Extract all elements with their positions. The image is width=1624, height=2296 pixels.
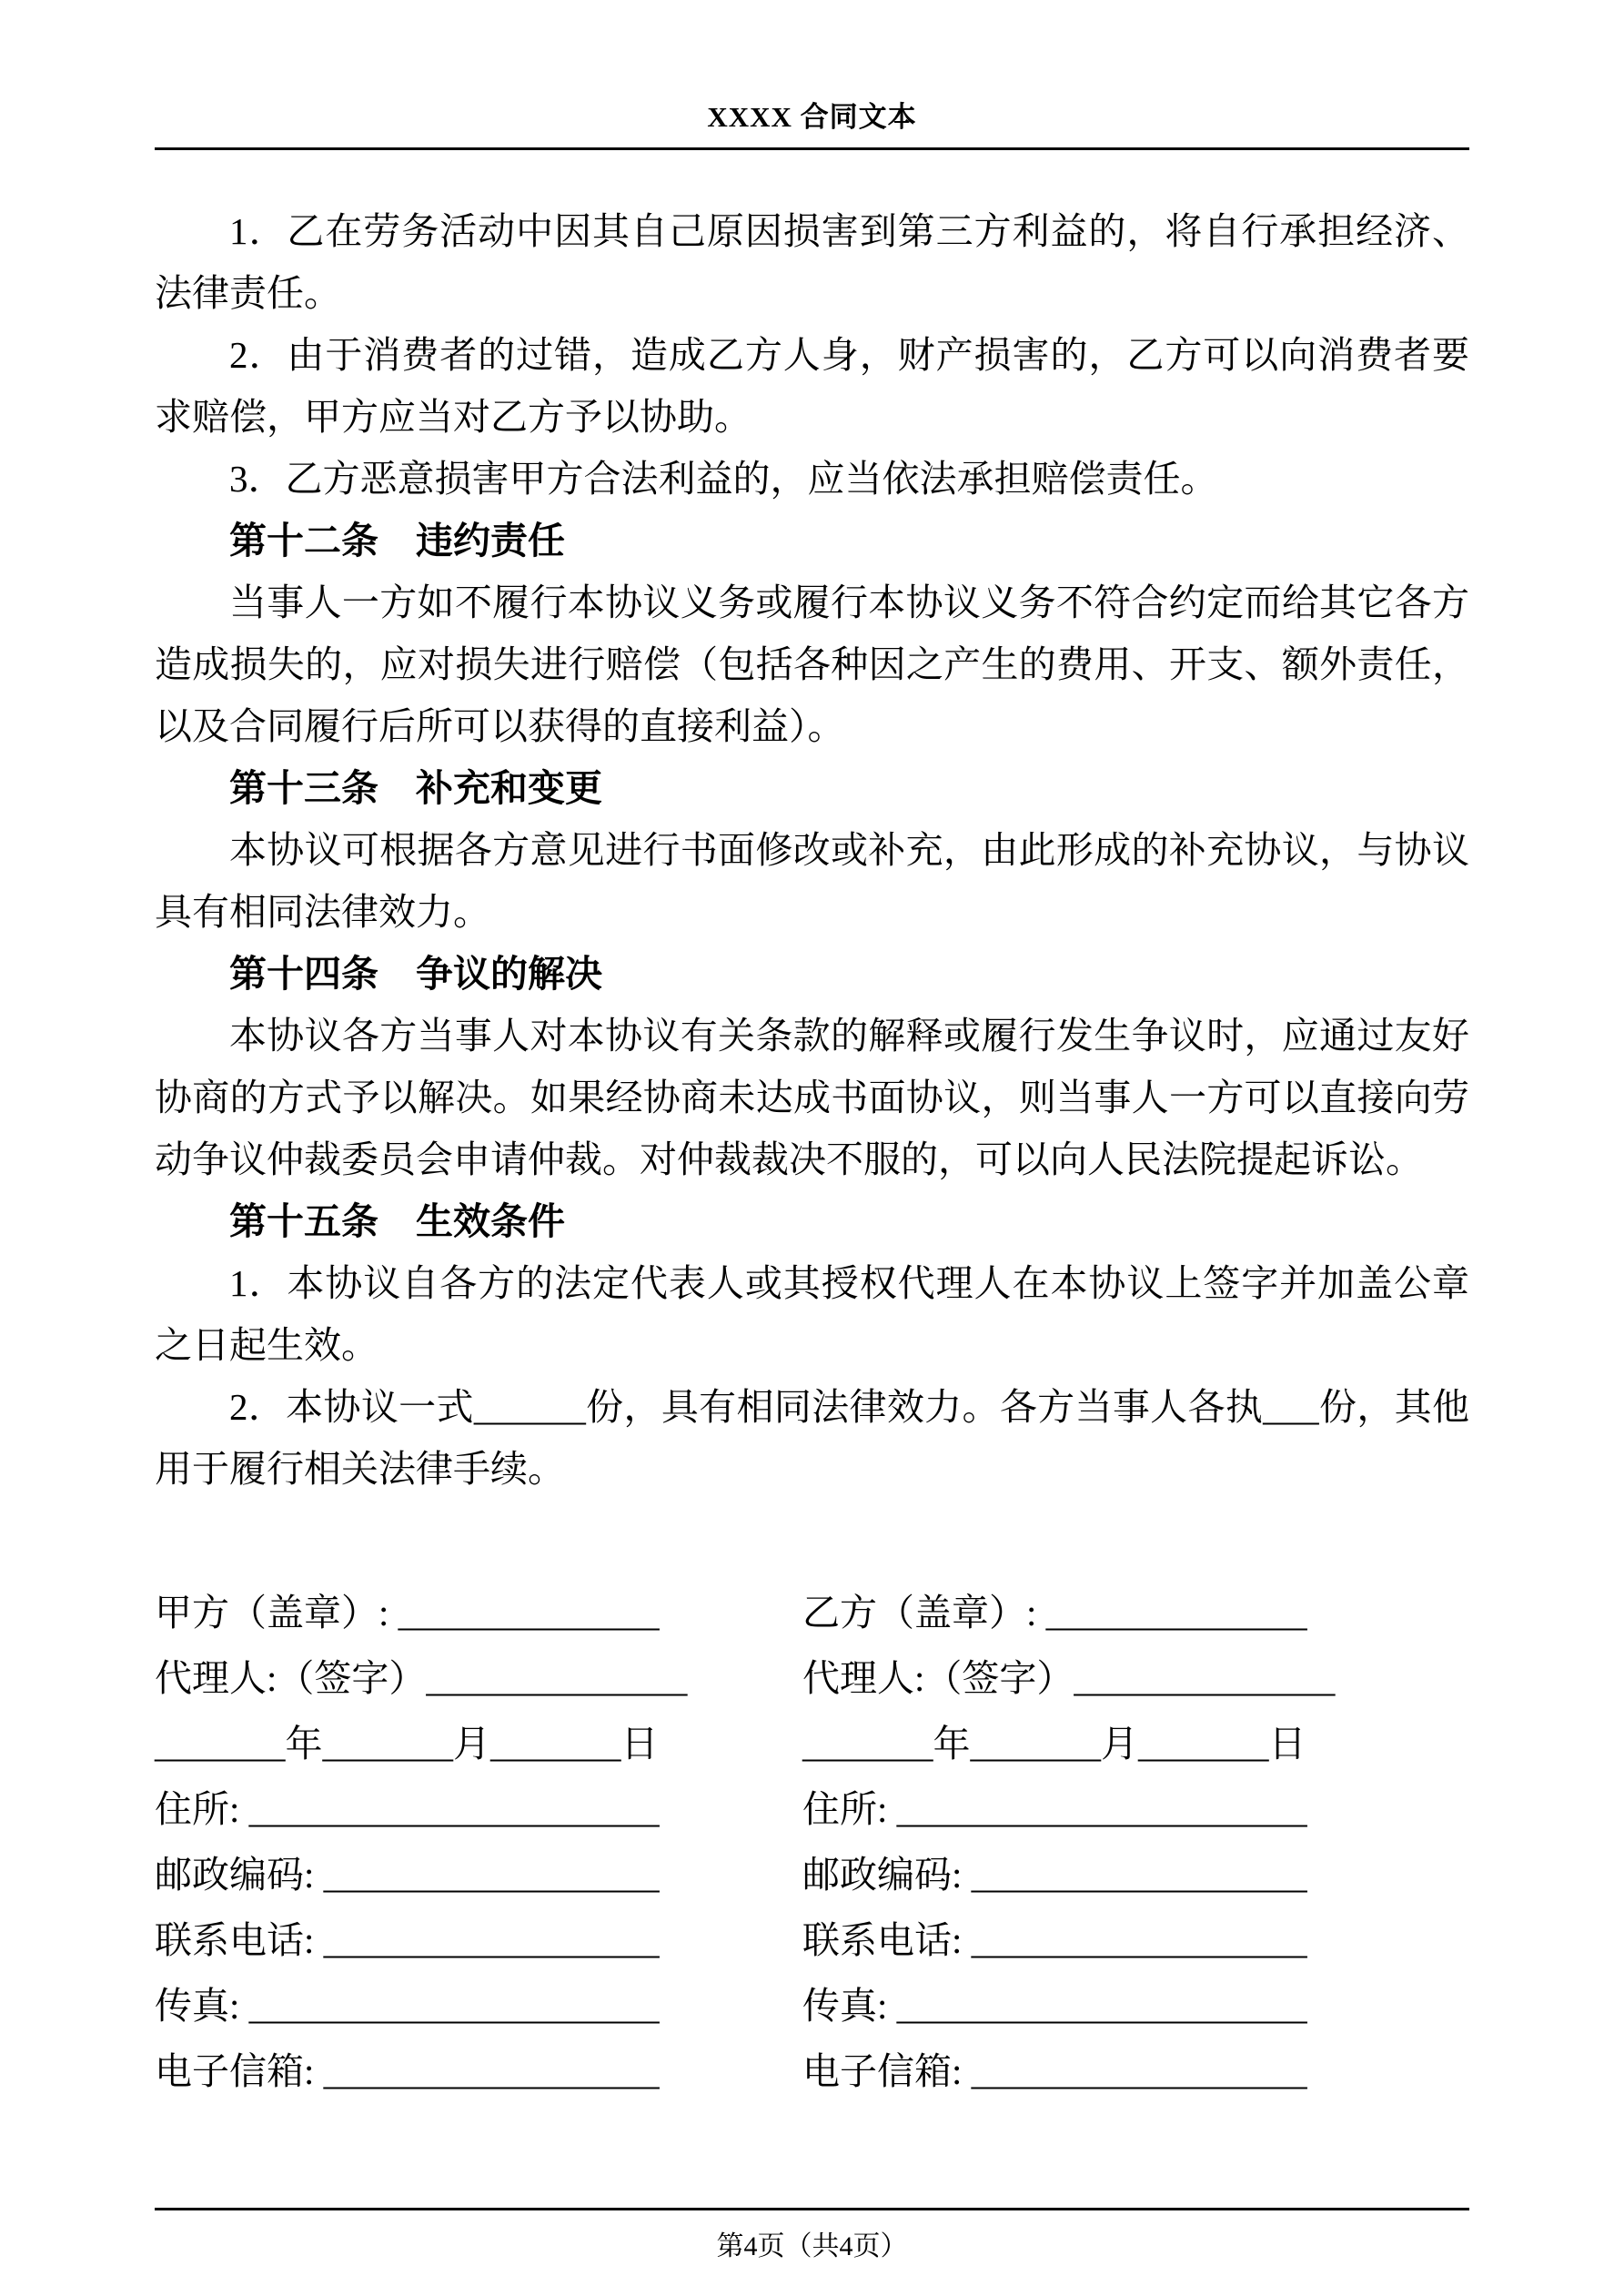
signature-row: 传真: ______________________: [802, 1985, 1307, 2027]
paragraph: 2．本协议一式______份，具有相同法律效力。各方当事人各执___份，其他用于履行相关法律手续。: [155, 1386, 1469, 1490]
document-body: [155, 200, 1469, 1500]
header-title: XXXX 合同文本: [707, 101, 917, 133]
section-heading: 第十三条 补充和变更: [229, 767, 602, 809]
signature-row: 甲方（盖章）: ______________: [155, 1592, 660, 1633]
page-footer: [155, 2208, 1469, 2263]
signature-section: [155, 1580, 1469, 2104]
signature-row: 代理人:（签字）______________: [155, 1657, 688, 1699]
paragraph: 3．乙方恶意损害甲方合法利益的，应当依法承担赔偿责任。: [229, 458, 1218, 500]
section-heading: 第十五条 生效条件: [229, 1200, 565, 1242]
paragraph: 本协议可根据各方意见进行书面修改或补充，由此形成的补充协议，与协议具有相同法律效力。: [155, 829, 1469, 933]
signature-row: 联系电话: __________________: [802, 1919, 1307, 1961]
paragraph: 本协议各方当事人对本协议有关条款的解释或履行发生争议时，应通过友好协商的方式予以解决。如果经协商未达成书面协议，则当事人一方可以直接向劳动争议仲裁委员会申请仲裁。对仲裁裁决不服的，可以向人民法院提起诉讼。: [155, 1015, 1469, 1180]
signature-row: 代理人:（签字）______________: [802, 1657, 1336, 1699]
signature-row: _______年_______月_______日: [802, 1723, 1306, 1765]
signature-row: _______年_______月_______日: [155, 1723, 659, 1765]
paragraph: 2．由于消费者的过错，造成乙方人身，财产损害的，乙方可以向消费者要求赔偿，甲方应当对乙方予以协助。: [155, 334, 1469, 438]
signature-row: 住所: ______________________: [155, 1788, 660, 1830]
paragraph: 1．本协议自各方的法定代表人或其授权代理人在本协议上签字并加盖公章之日起生效。: [155, 1262, 1469, 1366]
section-heading: 第十二条 违约责任: [229, 520, 565, 561]
signature-row: 传真: ______________________: [155, 1985, 660, 2027]
page-header: [155, 0, 1469, 150]
header-rule: [155, 147, 1469, 150]
signature-row: 邮政编码: __________________: [802, 1854, 1307, 1896]
paragraph: 1．乙在劳务活动中因其自己原因损害到第三方利益的，将自行承担经济、法律责任。: [155, 210, 1469, 314]
signature-row: 邮政编码: __________________: [155, 1854, 660, 1896]
signature-row: 电子信箱: __________________: [802, 2050, 1307, 2092]
signature-party-b: [802, 1580, 1469, 2104]
signature-party-a: [155, 1580, 802, 2104]
signature-row: 住所: ______________________: [802, 1788, 1307, 1830]
page-number: 第4页（共4页）: [716, 2231, 908, 2261]
signature-row: 联系电话: __________________: [155, 1919, 660, 1961]
signature-row: 乙方（盖章）: ______________: [802, 1592, 1307, 1633]
section-heading: 第十四条 争议的解决: [229, 953, 602, 995]
signature-row: 电子信箱: __________________: [155, 2050, 660, 2092]
paragraph: 当事人一方如不履行本协议义务或履行本协议义务不符合约定而给其它各方造成损失的，应对损失进行赔偿（包括各种因之产生的费用、开支、额外责任，以及合同履行后所可以获得的直接利益）。: [155, 582, 1469, 747]
